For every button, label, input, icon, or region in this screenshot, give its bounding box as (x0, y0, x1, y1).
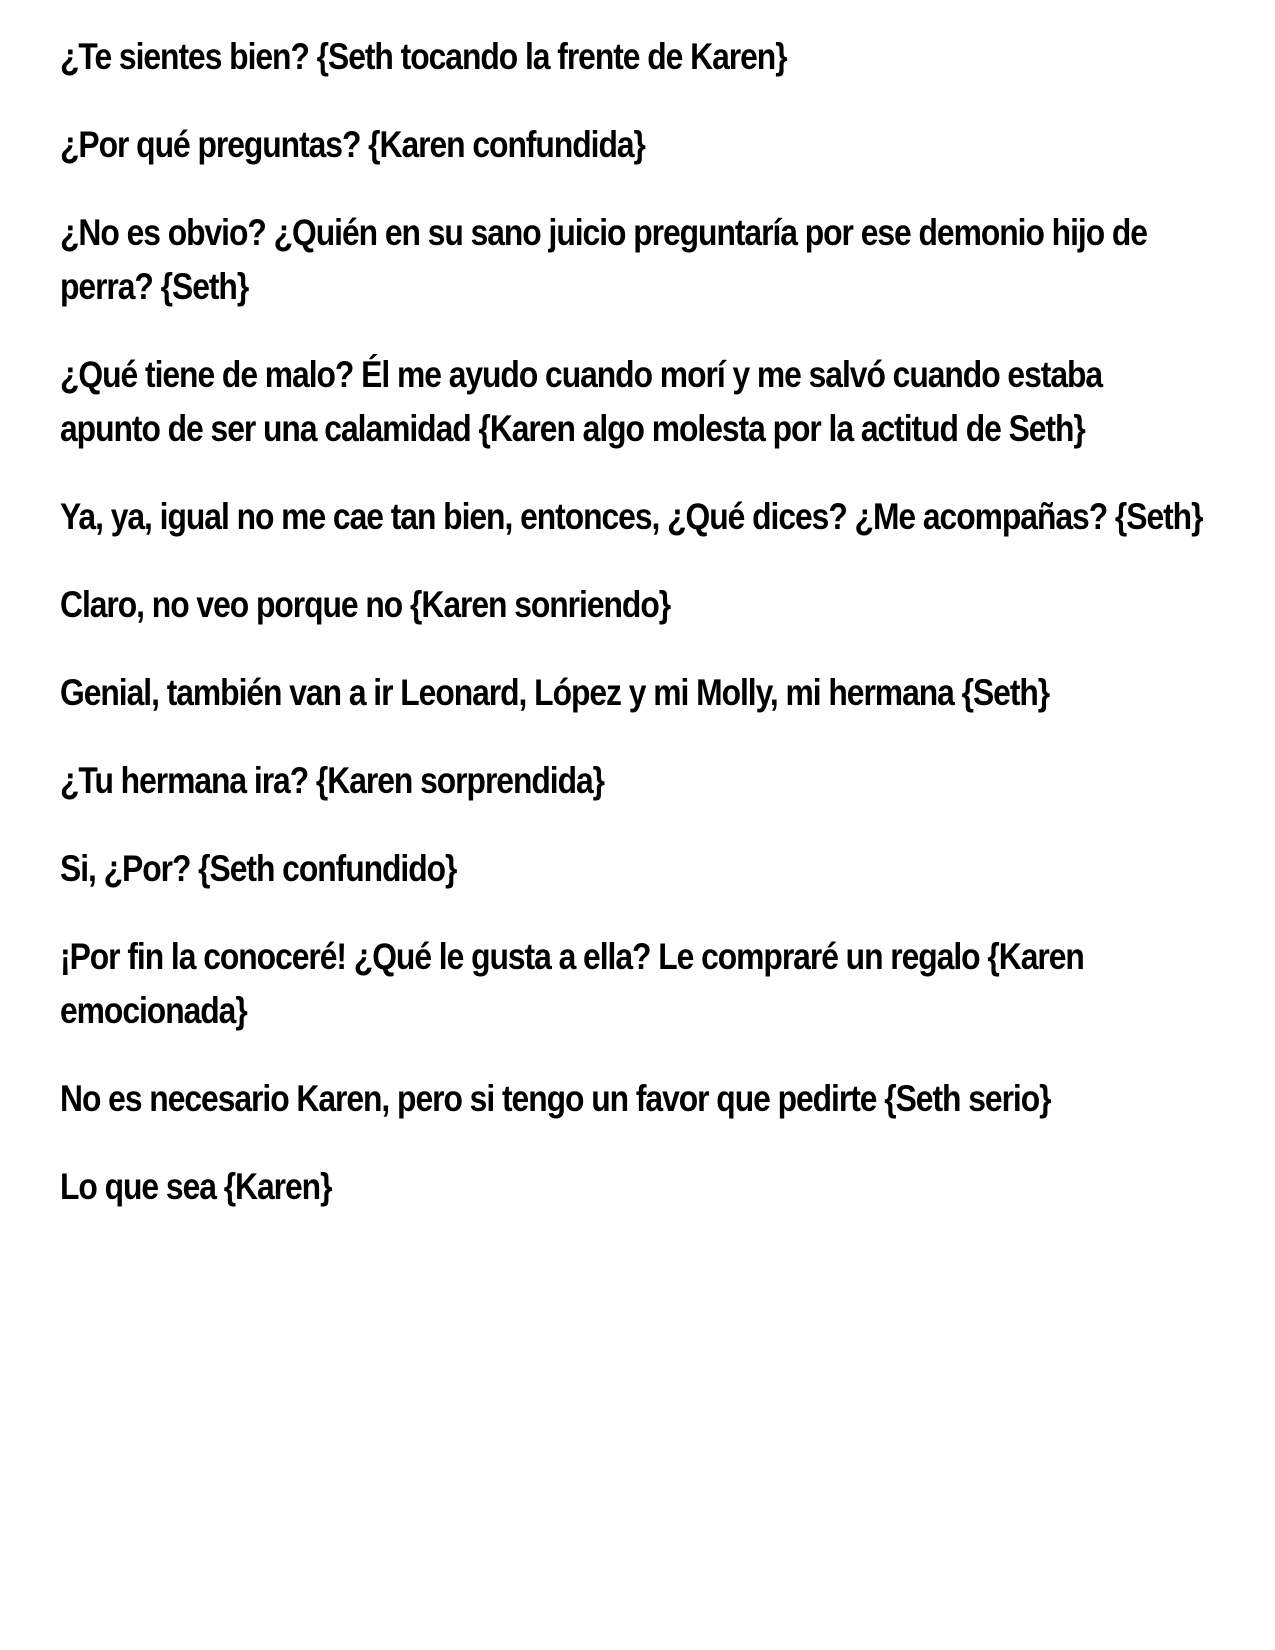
dialogue-paragraph-8: ¿Tu hermana ira? {Karen sorprendida} (60, 760, 605, 801)
dialogue-paragraph-11: No es necesario Karen, pero si tengo un favor que pedirte {Seth serio} (60, 1078, 1051, 1119)
document-page (60, 30, 1220, 1248)
dialogue-paragraph-4: ¿Qué tiene de malo? Él me ayudo cuando morí y me salvó cuando estaba apunto de ser una calamidad {Karen algo molesta por la actitud de Seth} (60, 354, 1103, 449)
dialogue-paragraph-1: ¿Te sientes bien? {Seth tocando la frente de Karen} (60, 36, 787, 77)
dialogue-paragraph-3: ¿No es obvio? ¿Quién en su sano juicio preguntaría por ese demonio hijo de perra? {Seth} (60, 212, 1147, 307)
dialogue-paragraph-5: Ya, ya, igual no me cae tan bien, entonces, ¿Qué dices? ¿Me acompañas? {Seth} (60, 496, 1203, 537)
dialogue-paragraph-7: Genial, también van a ir Leonard, López y mi Molly, mi hermana {Seth} (60, 672, 1050, 713)
dialogue-paragraph-12: Lo que sea {Karen} (60, 1166, 332, 1207)
dialogue-paragraph-6: Claro, no veo porque no {Karen sonriendo} (60, 584, 671, 625)
dialogue-paragraph-2: ¿Por qué preguntas? {Karen confundida} (60, 124, 645, 165)
dialogue-paragraph-10: ¡Por fin la conoceré! ¿Qué le gusta a ella? Le compraré un regalo {Karen emocionada} (60, 936, 1084, 1031)
dialogue-paragraph-9: Si, ¿Por? {Seth confundido} (60, 848, 457, 889)
